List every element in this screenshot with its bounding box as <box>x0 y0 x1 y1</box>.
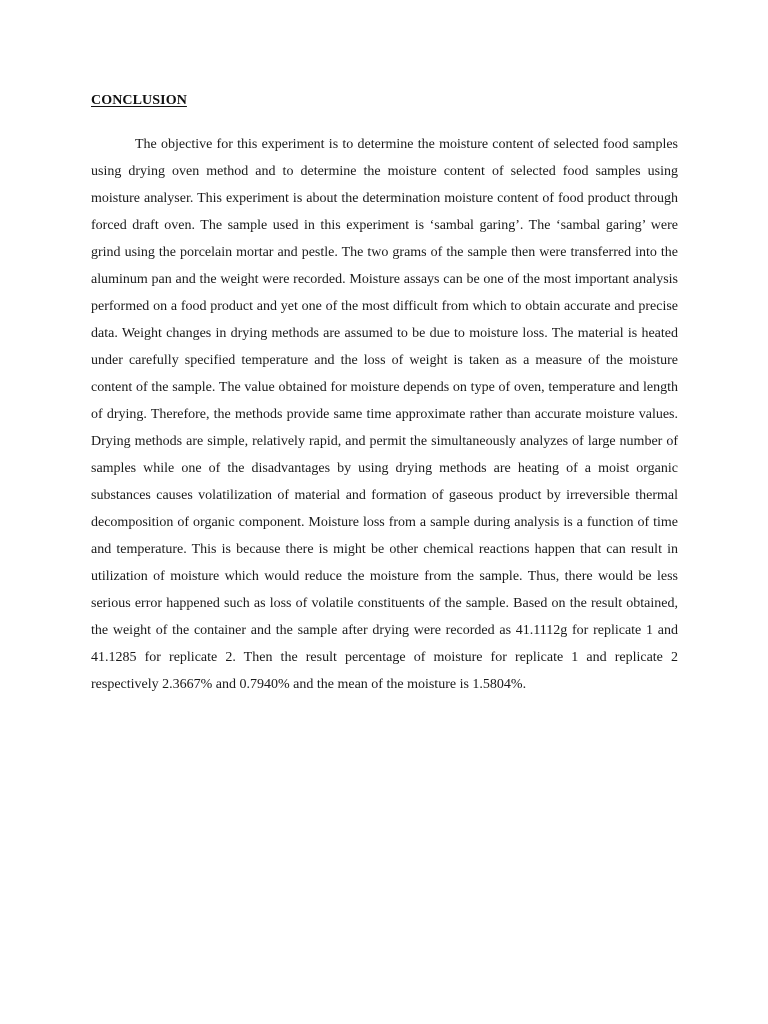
section-heading: CONCLUSION <box>91 93 187 108</box>
conclusion-paragraph: The objective for this experiment is to determine the moisture content of selected food samples using drying oven method and to determine the moisture content of selected food samples using moisture analyser. This experiment is about the determination moisture content of food product through forced draft oven. The sample used in this experiment is ‘sambal garing’. The ‘sambal garing’ were grind using the porcelain mortar and pestle. The two grams of the sample then were transferred into the aluminum pan and the weight were recorded. Moisture assays can be one of the most important analysis performed on a food product and yet one of the most difficult from which to obtain accurate and precise data. Weight changes in drying methods are assumed to be due to moisture loss. The material is heated under carefully specified temperature and the loss of weight is taken as a measure of the moisture content of the sample. The value obtained for moisture depends on type of oven, temperature and length of drying. Therefore, the methods provide same time approximate rather than accurate moisture values. Drying methods are simple, relatively rapid, and permit the simultaneously analyzes of large number of samples while one of the disadvantages by using drying methods are heating of a moist organic substances causes volatilization of material and formation of gaseous product by irreversible thermal decomposition of organic component. Moisture loss from a sample during analysis is a function of time and temperature. This is because there is might be other chemical reactions happen that can result in utilization of moisture which would reduce the moisture from the sample. Thus, there would be less serious error happened such as loss of volatile constituents of the sample. Based on the result obtained, the weight of the container and the sample after drying were recorded as 41.1112g for replicate 1 and 41.1285 for replicate 2. Then the result percentage of moisture for replicate 1 and replicate 2 respectively 2.3667% and 0.7940% and the mean of the moisture is 1.5804%. <box>91 137 678 692</box>
